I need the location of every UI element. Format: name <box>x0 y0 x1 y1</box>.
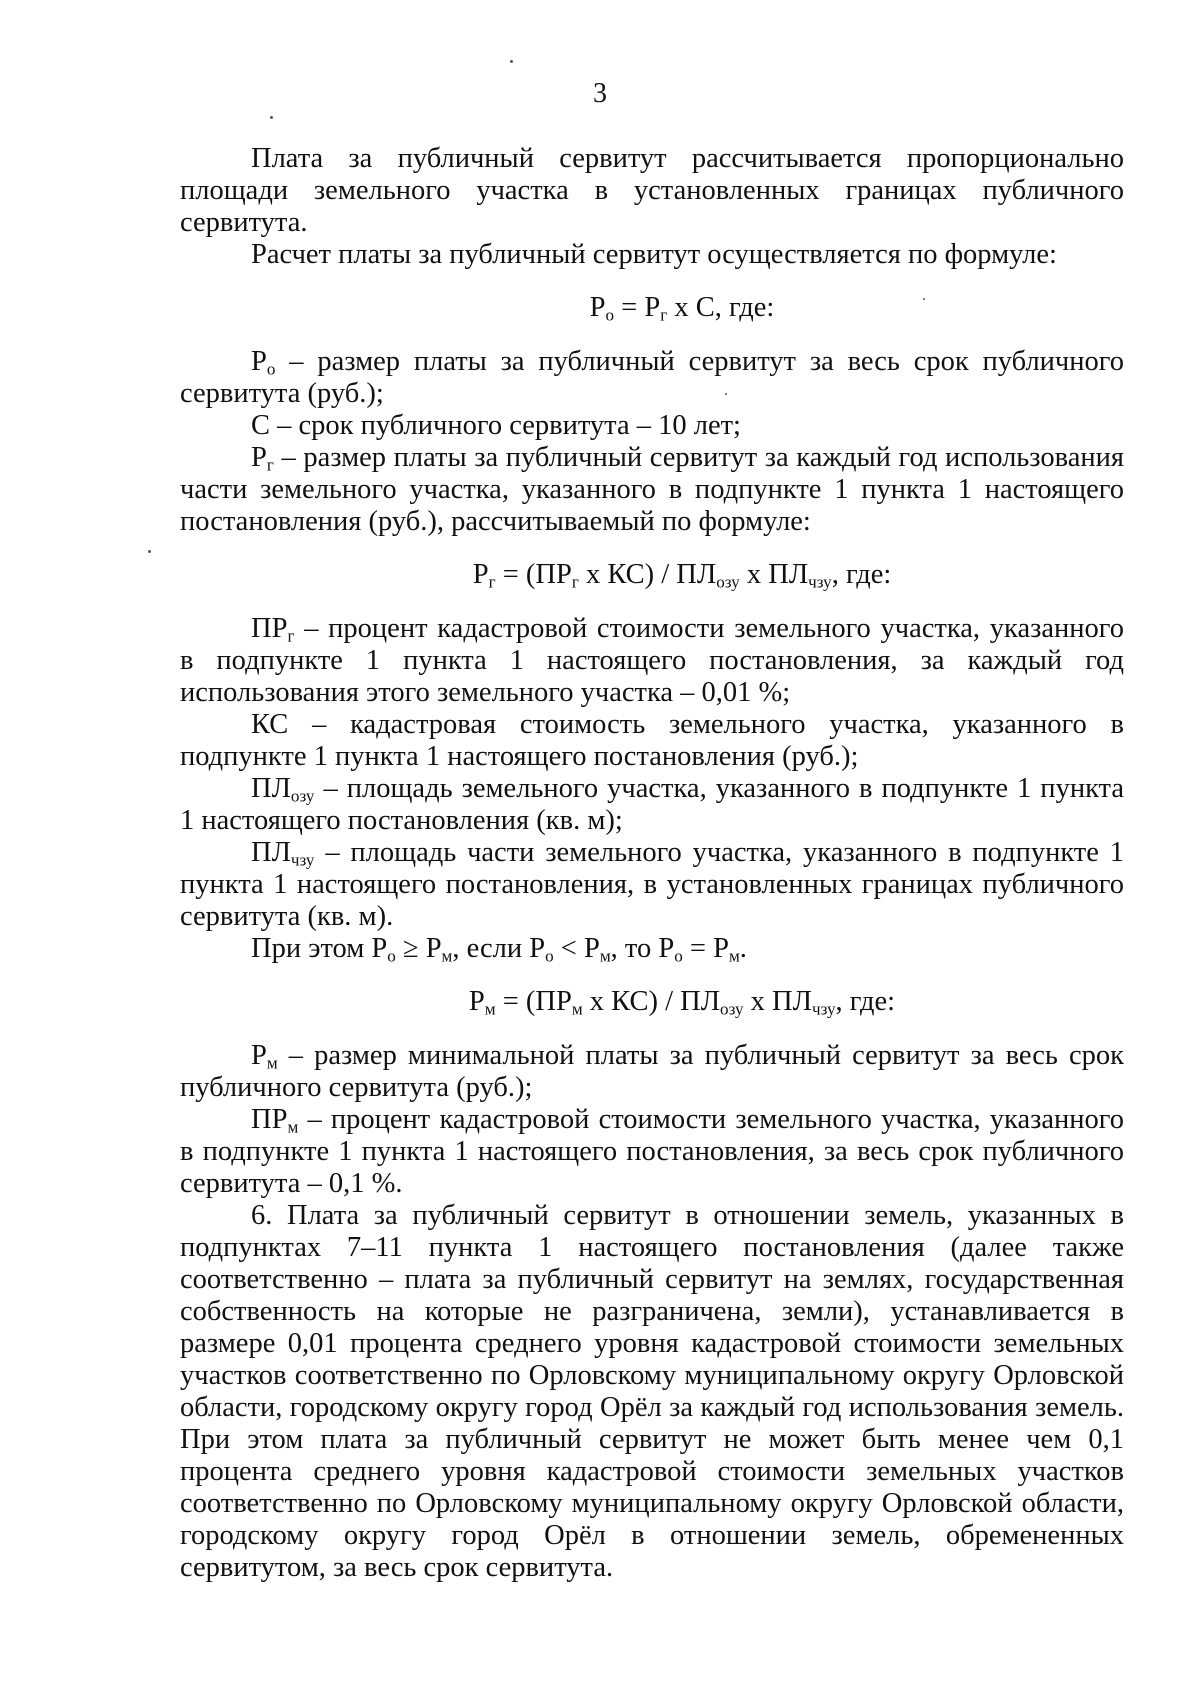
definition-prm: $ПР_м$ – процент кадастровой стоимости земельного участка, указанного в подпункте 1 пункта 1 настоящего постановления, за весь срок публичного сервитута – 0,1 %. <box>180 1104 1124 1199</box>
definition-prg: $ПР_г$ – процент кадастровой стоимости земельного участка, указанного в подпункте 1 пункта 1 настоящего постановления, за каждый год использования этого земельного участка – 0,01 %; <box>180 613 1124 708</box>
formula-pm: $Р_м = (ПР_м$ х $КС) / ПЛ_{озу}$ х $ПЛ_{чзу}$, где: <box>468 986 896 1019</box>
definition-po: $Р_о$ – размер платы за публичный сервитут за весь срок публичного сервитута (руб.); <box>180 346 1124 409</box>
formula-pg: $Р_г = (ПР_г$ х $КС) / ПЛ_{озу}$ х $ПЛ_{чзу}$, где: <box>472 559 892 592</box>
definition-c: С – срок публичного сервитута – 10 лет; <box>251 410 741 441</box>
definition-plchzu: $ПЛ_{чзу}$ – площадь части земельного участка, указанного в подпункте 1 пункта 1 настоящего постановления, в установленных границах публичного сервитута (кв. м). <box>180 837 1124 932</box>
page-number: 3 <box>593 78 607 109</box>
paragraph-calculation-intro: Расчет платы за публичный сервитут осуществляется по формуле: <box>251 239 1057 270</box>
clause-6: 6. Плата за публичный сервитут в отношении земель, указанных в подпунктах 7–11 пункта 1 настоящего постановления (далее также соответственно – плата за публичный сервитут на землях, государственная собственность на которые не разграничена, земли), устанавливается в размере 0,01 процента среднего уровня кадастровой стоимости земельных участков соответственно по Орловскому муниципальному округу Орловской области, городскому округу город Орёл за каждый год использования земель. При этом плата за публичный сервитут не может быть менее чем 0,1 процента среднего уровня кадастровой стоимости земельных участков соответственно по Орловскому муниципальному округу Орловской области, городскому округу город Орёл в отношении земель, обремененных сервитутом, за весь срок сервитута. <box>180 1200 1124 1583</box>
definition-pm: $Р_м$ – размер минимальной платы за публичный сервитут за весь срок публичного сервитута (руб.); <box>180 1040 1124 1103</box>
document-body <box>180 143 1124 1584</box>
scan-speck <box>148 550 151 553</box>
definition-plozu: $ПЛ_{озу}$ – площадь земельного участка, указанного в подпункте 1 пункта 1 настоящего постановления (кв. м); <box>180 773 1124 836</box>
scan-speck <box>270 116 273 119</box>
formula-po: $Р_о = Р_г$ х С, где: <box>589 292 775 325</box>
definition-ks: КС – кадастровая стоимость земельного участка, указанного в подпункте 1 пункта 1 настоящего постановления (руб.); <box>180 709 1124 772</box>
scan-speck <box>510 60 513 63</box>
condition-minimum: При этом $Р_о \ge Р_м$, если $Р_о < Р_м$, то $Р_о = Р_м$. <box>251 933 747 966</box>
definition-pg: $Р_г$ – размер платы за публичный сервитут за каждый год использования части земельного участка, указанного в подпункте 1 пункта 1 настоящего постановления (руб.), рассчитываемый по формуле: <box>180 442 1124 537</box>
paragraph-payment-proportional: Плата за публичный сервитут рассчитывается пропорционально площади земельного участка в установленных границах публичного сервитута. <box>180 143 1124 238</box>
